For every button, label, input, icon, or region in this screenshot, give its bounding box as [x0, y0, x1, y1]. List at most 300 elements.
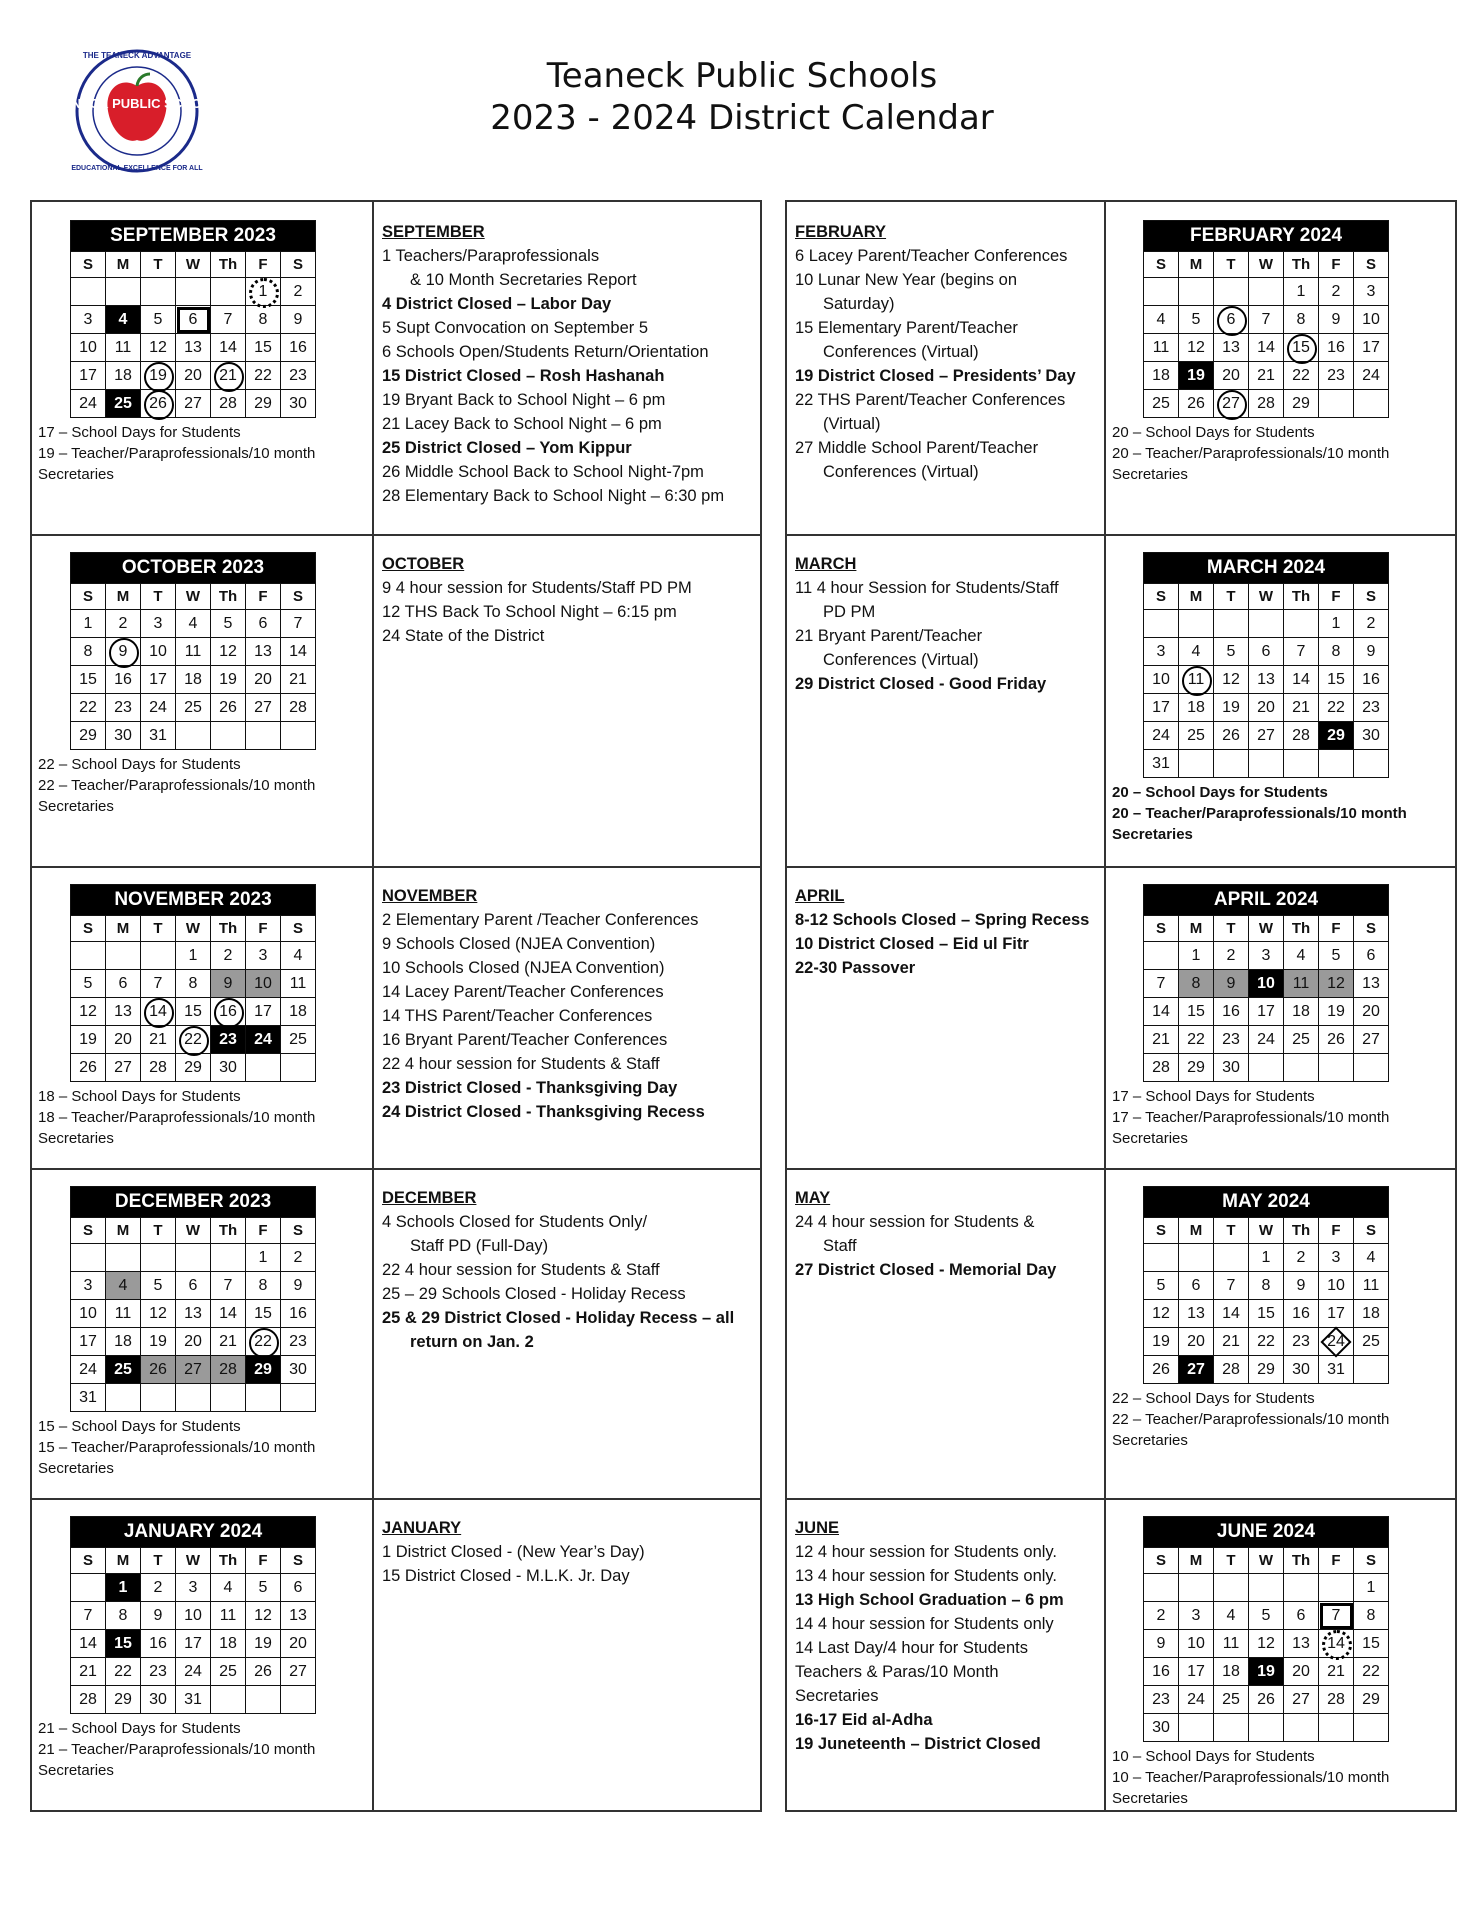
event-line: 12 4 hour session for Students only.	[795, 1543, 1058, 1561]
events-list	[795, 1516, 1096, 1756]
day-number: 19	[149, 366, 167, 384]
event-line: 13 High School Graduation – 6 pm	[795, 1591, 1064, 1609]
day-cell	[141, 998, 176, 1026]
empty-day-cell	[1284, 610, 1319, 638]
day-number: 27	[114, 1058, 132, 1076]
events-month-title: DECEMBER	[382, 1189, 477, 1207]
event-line: 13 4 hour session for Students only.	[795, 1567, 1058, 1585]
day-cell	[1214, 722, 1249, 750]
event-line: Conferences (Virtual)	[823, 343, 979, 361]
day-cell	[1144, 1686, 1179, 1714]
day-cell	[1249, 362, 1284, 390]
day-cell	[1284, 334, 1319, 362]
events-list	[382, 1186, 754, 1354]
event-line: 19 Bryant Back to School Night – 6 pm	[382, 391, 666, 409]
day-cell	[1144, 390, 1179, 418]
week-row	[1144, 1574, 1389, 1602]
day-cell	[1284, 1272, 1319, 1300]
day-number: 14	[149, 1002, 167, 1020]
empty-day-cell	[176, 722, 211, 750]
events-cell-february	[787, 202, 1102, 534]
weekday-label: S	[1144, 916, 1179, 942]
day-cell	[1179, 694, 1214, 722]
empty-day-cell	[1214, 1244, 1249, 1272]
empty-day-cell	[211, 1244, 246, 1272]
day-cell	[246, 998, 281, 1026]
day-cell	[141, 1328, 176, 1356]
week-row	[71, 1602, 316, 1630]
day-cell	[1249, 1602, 1284, 1630]
summary-line: 21 – School Days for Students	[38, 1720, 241, 1737]
empty-day-cell	[1144, 1574, 1179, 1602]
day-number: 3	[1156, 642, 1166, 660]
weekday-label: M	[106, 916, 141, 942]
day-cell	[141, 1026, 176, 1054]
day-number: 10	[79, 338, 97, 356]
empty-day-cell	[1144, 610, 1179, 638]
weekday-label: W	[176, 916, 211, 942]
day-cell	[1319, 1356, 1354, 1384]
weekday-label: M	[106, 1548, 141, 1574]
week-row	[1144, 638, 1389, 666]
week-row	[71, 970, 316, 998]
day-cell	[71, 694, 106, 722]
day-cell	[1354, 306, 1389, 334]
day-cell	[281, 1356, 316, 1384]
event-line: 10 Lunar New Year (begins on	[795, 271, 1017, 289]
day-number: 18	[1152, 366, 1170, 384]
day-number: 8	[1366, 1606, 1376, 1624]
day-number: 18	[1222, 1662, 1240, 1680]
day-number: 28	[1257, 394, 1275, 412]
day-number: 22	[1292, 366, 1310, 384]
events-cell-november	[374, 866, 760, 1168]
day-cell	[1319, 1686, 1354, 1714]
day-cell	[1144, 1300, 1179, 1328]
empty-day-cell	[1249, 278, 1284, 306]
day-number: 4	[223, 1578, 233, 1596]
day-number: 21	[219, 366, 237, 384]
day-cell	[1214, 1272, 1249, 1300]
weekday-label: S	[1144, 252, 1179, 278]
day-number: 13	[1292, 1634, 1310, 1652]
day-cell	[281, 970, 316, 998]
day-cell	[176, 1328, 211, 1356]
day-number: 9	[1366, 642, 1376, 660]
day-cell	[1354, 970, 1389, 998]
day-number: 22	[114, 1662, 132, 1680]
event-line: 22 4 hour session for Students & Staff	[382, 1055, 660, 1073]
day-cell	[211, 1054, 246, 1082]
day-cell	[106, 1658, 141, 1686]
school-days-summary	[38, 422, 315, 485]
empty-day-cell	[1319, 1054, 1354, 1082]
event-line: 25 – 29 Schools Closed - Holiday Recess	[382, 1285, 686, 1303]
day-number: 17	[184, 1634, 202, 1652]
day-number: 23	[1292, 1332, 1310, 1350]
day-cell	[1144, 306, 1179, 334]
day-cell	[1249, 1328, 1284, 1356]
day-cell	[71, 1658, 106, 1686]
day-cell	[141, 1658, 176, 1686]
week-row	[1144, 998, 1389, 1026]
empty-day-cell	[1284, 750, 1319, 778]
empty-day-cell	[141, 942, 176, 970]
day-cell	[71, 1686, 106, 1714]
day-cell	[1354, 1300, 1389, 1328]
day-number: 15	[1327, 670, 1345, 688]
day-number: 2	[1226, 946, 1236, 964]
day-number: 29	[1187, 1058, 1205, 1076]
event-line: 1 District Closed - (New Year’s Day)	[382, 1543, 645, 1561]
month-header-row	[71, 553, 316, 584]
summary-line: Secretaries	[38, 466, 114, 483]
day-cell	[141, 1356, 176, 1384]
day-cell	[211, 694, 246, 722]
day-number: 8	[83, 642, 93, 660]
day-number: 2	[293, 282, 303, 300]
empty-day-cell	[211, 722, 246, 750]
weekday-label: W	[1249, 584, 1284, 610]
month-header-row	[71, 885, 316, 916]
day-cell	[141, 390, 176, 418]
week-row	[71, 942, 316, 970]
events-month-title: NOVEMBER	[382, 887, 478, 905]
day-cell	[1214, 998, 1249, 1026]
empty-day-cell	[246, 1686, 281, 1714]
event-line: & 10 Month Secretaries Report	[410, 271, 637, 289]
day-cell	[71, 1630, 106, 1658]
day-cell	[1319, 1602, 1354, 1630]
day-number: 21	[1222, 1332, 1240, 1350]
weekday-label: M	[1179, 916, 1214, 942]
empty-day-cell	[1354, 390, 1389, 418]
day-cell	[211, 1026, 246, 1054]
day-number: 28	[219, 394, 237, 412]
event-line: 9 Schools Closed (NJEA Convention)	[382, 935, 656, 953]
event-line: 6 Lacey Parent/Teacher Conferences	[795, 247, 1068, 265]
day-number: 9	[118, 642, 128, 660]
day-cell	[106, 610, 141, 638]
day-number: 24	[1257, 1030, 1275, 1048]
day-number: 25	[1152, 394, 1170, 412]
day-cell	[1144, 1328, 1179, 1356]
summary-line: Secretaries	[38, 1130, 114, 1147]
day-cell	[246, 1602, 281, 1630]
week-row	[1144, 1026, 1389, 1054]
week-row	[71, 390, 316, 418]
events-month-title: APRIL	[795, 887, 845, 905]
weekday-label: Th	[1284, 1548, 1319, 1574]
day-cell	[211, 1272, 246, 1300]
empty-day-cell	[1144, 942, 1179, 970]
day-number: 3	[83, 1276, 93, 1294]
event-line: 9 4 hour session for Students/Staff PD PM	[382, 579, 692, 597]
day-number: 16	[1292, 1304, 1310, 1322]
day-cell	[1144, 1356, 1179, 1384]
empty-day-cell	[1179, 750, 1214, 778]
empty-day-cell	[106, 1384, 141, 1412]
day-cell	[176, 942, 211, 970]
summary-line: Secretaries	[1112, 1130, 1188, 1147]
day-cell	[1179, 1630, 1214, 1658]
day-cell	[1179, 722, 1214, 750]
event-line: 16 Bryant Parent/Teacher Conferences	[382, 1031, 668, 1049]
event-line: 27 Middle School Parent/Teacher	[795, 439, 1039, 457]
day-cell	[1354, 722, 1389, 750]
events-month-title: JANUARY	[382, 1519, 462, 1537]
day-number: 28	[79, 1690, 97, 1708]
day-number: 30	[1152, 1718, 1170, 1736]
day-cell	[176, 1054, 211, 1082]
day-cell	[1354, 1658, 1389, 1686]
logo-text-bottom: EDUCATIONAL EXCELLENCE FOR ALL	[71, 165, 203, 172]
day-cell	[71, 970, 106, 998]
weekday-label: F	[1319, 252, 1354, 278]
day-cell	[1284, 1026, 1319, 1054]
summary-line: 20 – Teacher/Paraprofessionals/10 month	[1112, 445, 1390, 462]
day-cell	[1284, 1328, 1319, 1356]
day-number: 22	[1327, 698, 1345, 716]
month-calendar-january-2024	[70, 1516, 316, 1714]
day-cell	[176, 1658, 211, 1686]
day-number: 1	[188, 946, 198, 964]
day-number: 7	[153, 974, 163, 992]
empty-day-cell	[1319, 390, 1354, 418]
day-number: 22	[184, 1030, 202, 1048]
events-cell-october	[374, 534, 760, 866]
day-cell	[281, 610, 316, 638]
day-number: 13	[184, 338, 202, 356]
day-cell	[1354, 1686, 1389, 1714]
empty-day-cell	[246, 722, 281, 750]
day-cell	[106, 1300, 141, 1328]
week-row	[1144, 1244, 1389, 1272]
day-number: 13	[184, 1304, 202, 1322]
day-number: 5	[258, 1578, 268, 1596]
day-cell	[1144, 970, 1179, 998]
day-cell	[1144, 638, 1179, 666]
day-cell	[176, 1602, 211, 1630]
event-line: 28 Elementary Back to School Night – 6:30 pm	[382, 487, 725, 505]
day-number: 5	[1331, 946, 1341, 964]
events-list	[795, 884, 1096, 980]
day-number: 20	[1292, 1662, 1310, 1680]
day-number: 26	[149, 1360, 167, 1378]
day-number: 10	[1152, 670, 1170, 688]
day-cell	[281, 1328, 316, 1356]
empty-day-cell	[1179, 278, 1214, 306]
day-cell	[1249, 390, 1284, 418]
month-header-row	[71, 1517, 316, 1548]
month-title: FEBRUARY 2024	[1144, 221, 1389, 252]
day-number: 23	[149, 1662, 167, 1680]
day-number: 28	[1292, 726, 1310, 744]
weekday-label: S	[1354, 584, 1389, 610]
summary-line: Secretaries	[38, 1460, 114, 1477]
empty-day-cell	[1354, 1714, 1389, 1742]
day-number: 16	[114, 670, 132, 688]
month-title: SEPTEMBER 2023	[71, 221, 316, 252]
weekday-label: S	[1354, 916, 1389, 942]
column-divider	[1104, 202, 1106, 1810]
day-number: 6	[188, 1276, 198, 1294]
month-calendar-november-2023	[70, 884, 316, 1082]
event-line: Teachers & Paras/10 Month	[795, 1663, 999, 1681]
day-number: 17	[1362, 338, 1380, 356]
event-line: PD PM	[823, 603, 876, 621]
day-cell	[1214, 306, 1249, 334]
day-number: 12	[1327, 974, 1345, 992]
day-cell	[211, 1574, 246, 1602]
day-number: 17	[79, 366, 97, 384]
events-list	[382, 552, 754, 648]
weekday-label: W	[176, 252, 211, 278]
day-number: 9	[293, 310, 303, 328]
day-number: 27	[184, 394, 202, 412]
day-cell	[246, 1328, 281, 1356]
day-number: 17	[149, 670, 167, 688]
day-cell	[1284, 694, 1319, 722]
day-number: 24	[79, 394, 97, 412]
page-title	[0, 55, 1484, 139]
event-line: 15 District Closed – Rosh Hashanah	[382, 367, 665, 385]
day-cell	[281, 1574, 316, 1602]
week-row	[71, 1384, 316, 1412]
school-days-summary	[1112, 1388, 1389, 1451]
day-cell	[1354, 1244, 1389, 1272]
weekday-label: W	[176, 584, 211, 610]
day-number: 29	[79, 726, 97, 744]
empty-day-cell	[1249, 1714, 1284, 1742]
day-cell	[1354, 1328, 1389, 1356]
day-number: 16	[289, 338, 307, 356]
day-number: 10	[254, 974, 272, 992]
day-number: 23	[219, 1030, 237, 1048]
weekday-label: S	[1144, 1548, 1179, 1574]
week-row	[71, 1244, 316, 1272]
day-number: 21	[1152, 1030, 1170, 1048]
day-cell	[1319, 998, 1354, 1026]
day-cell	[1214, 970, 1249, 998]
day-cell	[1144, 334, 1179, 362]
empty-day-cell	[281, 722, 316, 750]
day-number: 21	[219, 1332, 237, 1350]
event-line: 12 THS Back To School Night – 6:15 pm	[382, 603, 677, 621]
day-cell	[1319, 1026, 1354, 1054]
summary-line: 22 – School Days for Students	[1112, 1390, 1315, 1407]
summary-line: 21 – Teacher/Paraprofessionals/10 month	[38, 1741, 316, 1758]
week-row	[1144, 1328, 1389, 1356]
events-month-title: FEBRUARY	[795, 223, 887, 241]
day-cell	[211, 1300, 246, 1328]
day-number: 19	[79, 1030, 97, 1048]
day-number: 7	[223, 1276, 233, 1294]
summary-line: 10 – School Days for Students	[1112, 1748, 1315, 1765]
title-line-2: 2023 - 2024 District Calendar	[490, 98, 994, 138]
event-line: 15 Elementary Parent/Teacher	[795, 319, 1018, 337]
empty-day-cell	[1249, 750, 1284, 778]
school-days-summary	[38, 754, 315, 817]
day-cell	[176, 638, 211, 666]
day-cell	[1284, 998, 1319, 1026]
month-calendar-march-2024	[1143, 552, 1389, 778]
day-number: 6	[1261, 642, 1271, 660]
events-month-title: SEPTEMBER	[382, 223, 485, 241]
day-number: 6	[258, 614, 268, 632]
day-number: 26	[219, 698, 237, 716]
day-number: 16	[1327, 338, 1345, 356]
summary-line: 22 – School Days for Students	[38, 756, 241, 773]
day-number: 25	[114, 394, 132, 412]
day-cell	[71, 1054, 106, 1082]
day-cell	[246, 334, 281, 362]
day-number: 26	[1327, 1030, 1345, 1048]
day-cell	[141, 1054, 176, 1082]
event-line: Secretaries	[795, 1687, 879, 1705]
day-number: 21	[79, 1662, 97, 1680]
week-row	[1144, 278, 1389, 306]
day-number: 21	[1257, 366, 1275, 384]
day-number: 31	[1327, 1360, 1345, 1378]
day-cell	[176, 1272, 211, 1300]
day-cell	[1214, 1054, 1249, 1082]
empty-day-cell	[1214, 1714, 1249, 1742]
day-number: 2	[1156, 1606, 1166, 1624]
weekday-label: T	[141, 1218, 176, 1244]
events-list	[795, 552, 1096, 696]
day-number: 18	[114, 1332, 132, 1350]
day-number: 23	[1362, 698, 1380, 716]
day-number: 10	[1257, 974, 1275, 992]
day-cell	[1354, 1272, 1389, 1300]
day-cell	[281, 1026, 316, 1054]
day-cell	[1179, 942, 1214, 970]
week-row	[71, 610, 316, 638]
day-number: 19	[1327, 1002, 1345, 1020]
day-number: 2	[118, 614, 128, 632]
week-row	[1144, 694, 1389, 722]
day-number: 12	[1187, 338, 1205, 356]
day-number: 7	[1331, 1606, 1341, 1624]
day-cell	[1284, 638, 1319, 666]
event-line: 14 Last Day/4 hour for Students	[795, 1639, 1028, 1657]
day-cell	[1214, 1328, 1249, 1356]
day-number: 8	[1261, 1276, 1271, 1294]
day-cell	[71, 1356, 106, 1384]
weekday-label: W	[176, 1218, 211, 1244]
day-number: 19	[254, 1634, 272, 1652]
day-cell	[1284, 390, 1319, 418]
day-cell	[1179, 1602, 1214, 1630]
day-number: 7	[1226, 1276, 1236, 1294]
event-line: Staff PD (Full-Day)	[410, 1237, 549, 1255]
day-cell	[211, 362, 246, 390]
day-number: 20	[184, 366, 202, 384]
day-number: 18	[1187, 698, 1205, 716]
day-cell	[211, 1328, 246, 1356]
empty-day-cell	[71, 1574, 106, 1602]
event-line: 29 District Closed - Good Friday	[795, 675, 1047, 693]
day-cell	[211, 1658, 246, 1686]
day-cell	[281, 638, 316, 666]
weekday-label: T	[1214, 1218, 1249, 1244]
month-calendar-june-2024	[1143, 1516, 1389, 1742]
day-number: 12	[79, 1002, 97, 1020]
day-cell	[141, 610, 176, 638]
school-days-summary	[38, 1416, 315, 1479]
day-number: 14	[79, 1634, 97, 1652]
